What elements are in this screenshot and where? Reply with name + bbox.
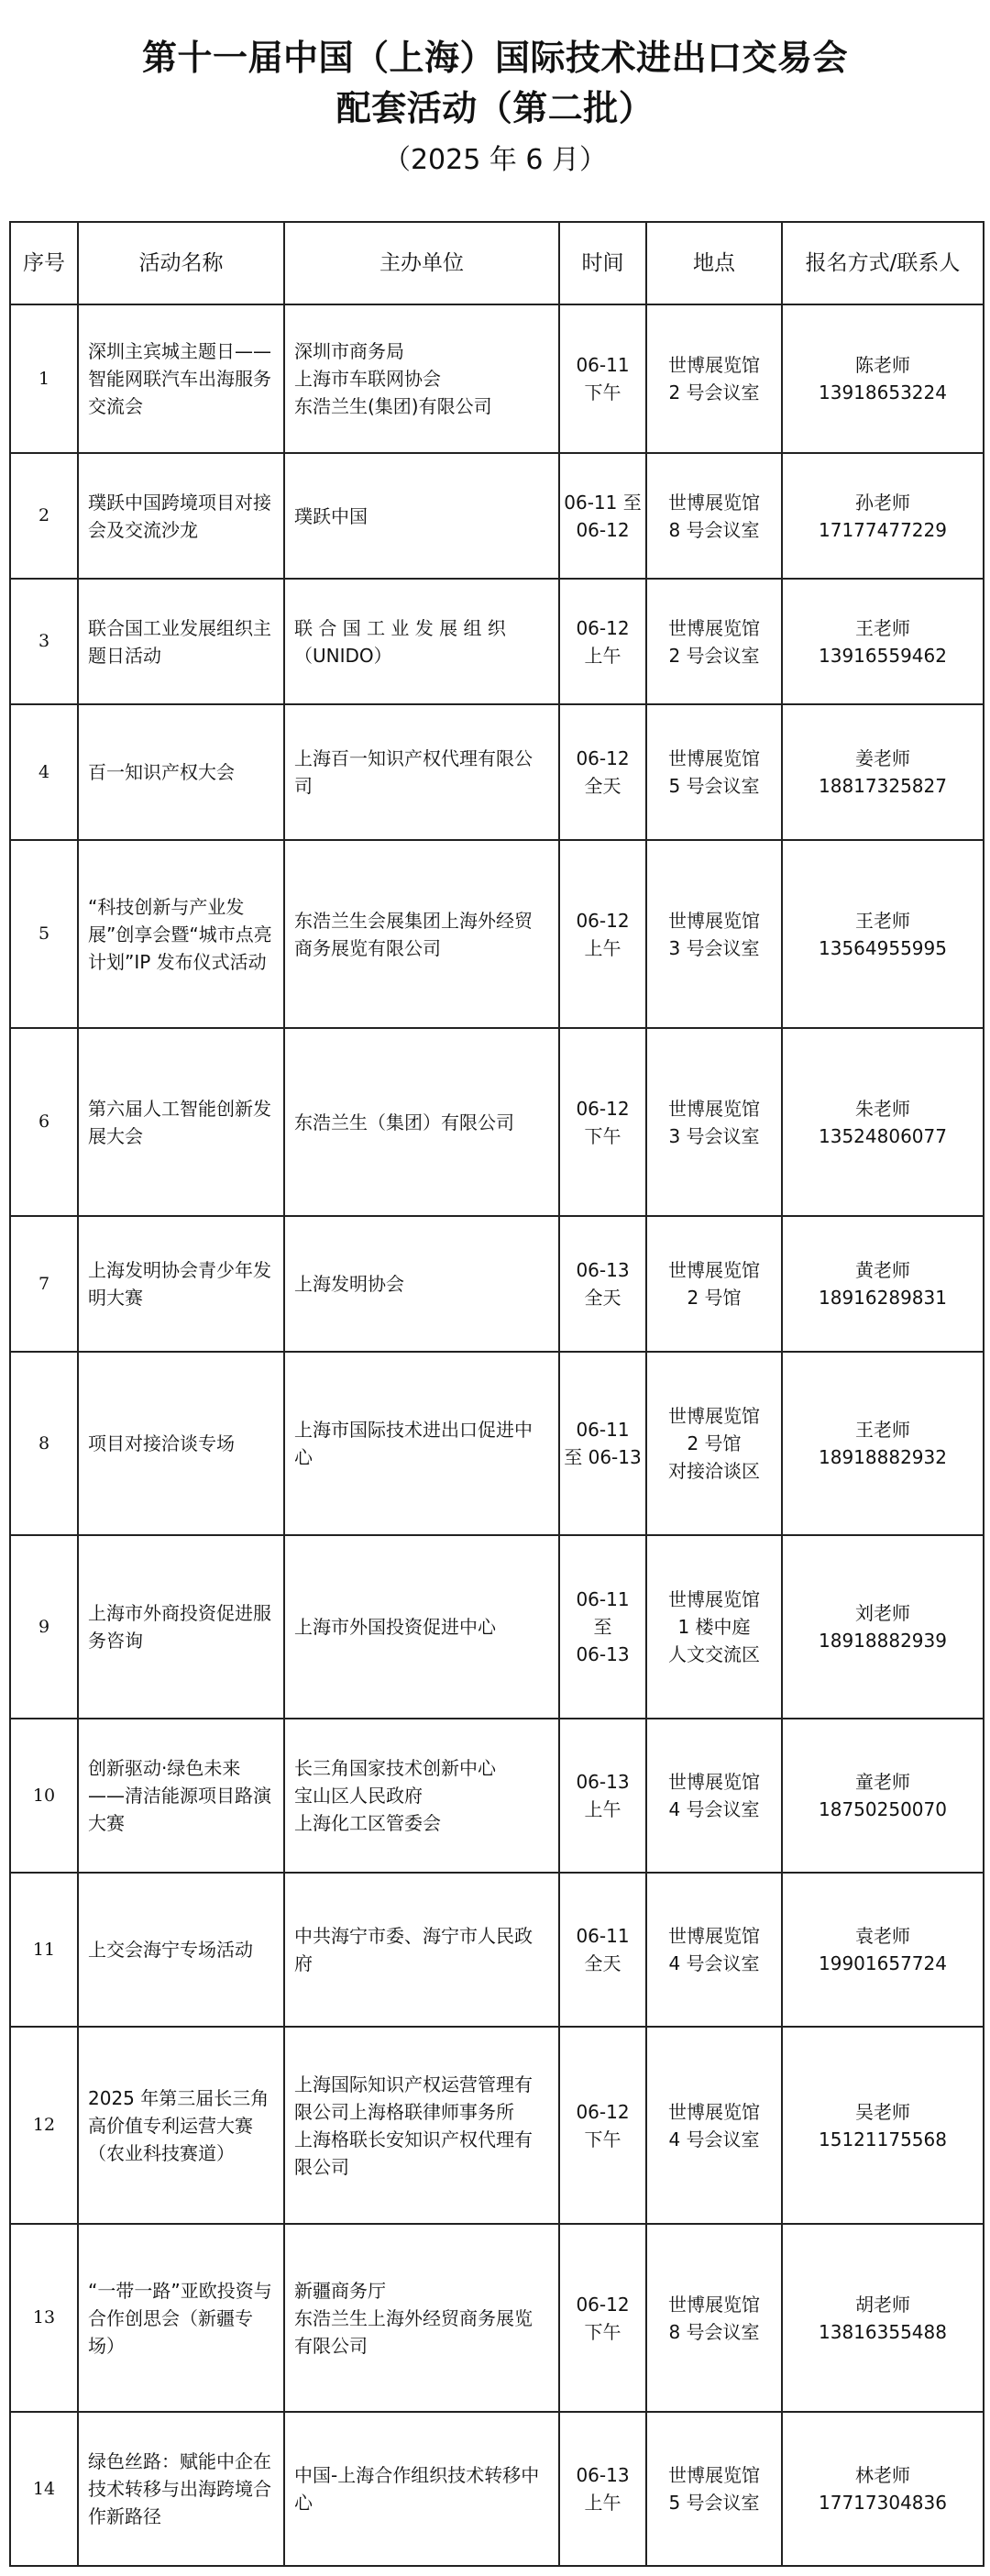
row-seq: 5: [10, 840, 78, 1028]
table-row: [10, 840, 984, 1028]
contact-phone: 18750250070: [819, 1798, 947, 1820]
row-organizer: [284, 2224, 559, 2412]
row-venue-line: 世博展览馆: [668, 1925, 760, 1947]
row-venue-line: 世博展览馆: [668, 491, 760, 514]
row-time-line: 下午: [584, 381, 622, 404]
document-header: [0, 33, 990, 180]
row-organizer-line: 中共海宁市委、海宁市人民政府: [294, 1925, 533, 1974]
row-time: [559, 453, 646, 579]
row-venue-line: 世博展览馆: [668, 1259, 760, 1281]
row-time-line: 06-12: [576, 2100, 630, 2123]
table-row: [10, 2224, 984, 2412]
header-contact: 报名方式/联系人: [782, 222, 984, 304]
row-organizer-line: 东浩兰生会展集团上海外经贸商务展览有限公司: [294, 909, 533, 959]
row-activity-name: 绿色丝路：赋能中企在技术转移与出海跨境合作新路径: [78, 2412, 284, 2566]
row-time-line: 06-12: [576, 616, 630, 639]
row-time-line: 06-12: [576, 518, 630, 541]
row-organizer-line: 上海格联长安知识产权代理有限公司: [294, 2128, 533, 2178]
row-activity-name: “一带一路”亚欧投资与合作创思会（新疆专场）: [78, 2224, 284, 2412]
row-seq: 6: [10, 1028, 78, 1216]
row-organizer-line: 璞跃中国: [294, 504, 368, 527]
row-venue-line: 世博展览馆: [668, 2293, 760, 2316]
row-venue-line: 4 号会议室: [668, 2128, 760, 2150]
contact-phone: 18918882939: [819, 1630, 947, 1652]
contact-phone: 19901657724: [819, 1952, 947, 1974]
row-time-line: 下午: [584, 2320, 622, 2343]
row-seq: 10: [10, 1719, 78, 1873]
row-activity-name: 璞跃中国跨境项目对接会及交流沙龙: [78, 453, 284, 579]
row-venue-line: 世博展览馆: [668, 2100, 760, 2123]
row-time-line: 06-11: [576, 1419, 630, 1441]
row-time-line: 全天: [584, 1287, 622, 1309]
row-organizer-line: 宝山区人民政府: [294, 1785, 423, 1807]
row-time-line: 全天: [584, 1952, 622, 1974]
table-row: [10, 1028, 984, 1216]
row-venue-line: 世博展览馆: [668, 1097, 760, 1120]
row-contact: [782, 1352, 984, 1535]
table-row: [10, 2027, 984, 2224]
header-time: 时间: [559, 222, 646, 304]
contact-phone: 18817325827: [819, 775, 947, 797]
row-organizer-line: 上海市国际技术进出口促进中心: [294, 1419, 533, 1468]
row-seq: 1: [10, 304, 78, 453]
row-activity-name: “科技创新与产业发展”创享会暨“城市点亮计划”IP 发布仪式活动: [78, 840, 284, 1028]
row-venue: [646, 1352, 782, 1535]
row-venue-line: 人文交流区: [668, 1643, 760, 1665]
row-organizer-line: 中国-上海合作组织技术转移中心: [294, 2464, 540, 2514]
contact-phone: 13524806077: [819, 1124, 947, 1147]
row-time: [559, 704, 646, 840]
row-time-line: 上午: [584, 1798, 622, 1820]
row-time-line: 全天: [584, 775, 622, 797]
row-time-line: 06-13: [576, 1259, 630, 1281]
contact-phone: 15121175568: [819, 2128, 947, 2150]
row-organizer: [284, 2027, 559, 2224]
table-row: [10, 1873, 984, 2027]
row-venue-line: 对接洽谈区: [668, 1460, 760, 1482]
row-venue-line: 5 号会议室: [668, 2492, 760, 2514]
document-subtitle: （2025 年 6 月）: [382, 144, 608, 177]
row-activity-name: 2025 年第三届长三角高价值专利运营大赛（农业科技赛道）: [78, 2027, 284, 2224]
row-venue: [646, 304, 782, 453]
row-venue: [646, 1873, 782, 2027]
row-organizer: [284, 1535, 559, 1719]
row-time-line: 06-11: [576, 1925, 630, 1947]
row-venue-line: 世博展览馆: [668, 1771, 760, 1793]
contact-phone: 13916559462: [819, 644, 947, 667]
row-activity-name: 上海市外商投资促进服务咨询: [78, 1535, 284, 1719]
row-time: [559, 1352, 646, 1535]
table-row: [10, 1352, 984, 1535]
table-header-row: [10, 222, 984, 304]
row-time-line: 至 06-13: [564, 1446, 642, 1468]
row-time-line: 上午: [584, 2492, 622, 2514]
row-activity-name: 项目对接洽谈专场: [78, 1352, 284, 1535]
row-time-line: 上午: [584, 936, 622, 959]
row-contact: [782, 704, 984, 840]
row-venue: [646, 579, 782, 704]
row-organizer: [284, 1352, 559, 1535]
row-organizer-line: 新疆商务厅: [294, 2279, 386, 2302]
row-venue-line: 世博展览馆: [668, 909, 760, 932]
row-time-line: 下午: [584, 2128, 622, 2150]
row-time: [559, 2412, 646, 2566]
row-venue: [646, 1719, 782, 1873]
contact-phone: 17177477229: [819, 518, 947, 541]
row-seq: 11: [10, 1873, 78, 2027]
row-time-line: 06-12: [576, 2293, 630, 2316]
row-venue-line: 世博展览馆: [668, 1588, 760, 1610]
row-organizer-line: 上海国际知识产权运营管理有限公司上海格联律师事务所: [294, 2073, 533, 2123]
row-time: [559, 1873, 646, 2027]
header-seq: 序号: [10, 222, 78, 304]
document-title-line-2: 配套活动（第二批）: [336, 88, 654, 129]
row-contact: [782, 579, 984, 704]
row-activity-name: 上海发明协会青少年发明大赛: [78, 1216, 284, 1352]
row-venue-line: 世博展览馆: [668, 616, 760, 639]
contact-name: 陈老师: [855, 354, 910, 376]
row-organizer: [284, 1216, 559, 1352]
row-venue: [646, 2224, 782, 2412]
row-venue-line: 4 号会议室: [668, 1952, 760, 1974]
row-seq: 3: [10, 579, 78, 704]
row-venue-line: 2 号会议室: [668, 644, 760, 667]
contact-phone: 13564955995: [819, 936, 947, 959]
row-activity-name: 创新驱动·绿色未来——清洁能源项目路演大赛: [78, 1719, 284, 1873]
row-time: [559, 2224, 646, 2412]
row-organizer-line: 深圳市商务局: [294, 340, 404, 362]
row-time: [559, 579, 646, 704]
row-contact: [782, 2224, 984, 2412]
row-activity-name: 上交会海宁专场活动: [78, 1873, 284, 2027]
row-seq: 7: [10, 1216, 78, 1352]
row-time: [559, 1719, 646, 1873]
table-row: [10, 1216, 984, 1352]
contact-name: 王老师: [855, 616, 910, 639]
row-time-line: 06-11 至: [564, 491, 642, 514]
row-organizer-line: 上海化工区管委会: [294, 1812, 441, 1834]
row-venue: [646, 2412, 782, 2566]
row-time-line: 06-11: [576, 1588, 630, 1610]
row-seq: 8: [10, 1352, 78, 1535]
row-venue-line: 5 号会议室: [668, 775, 760, 797]
row-organizer-line: 上海市外国投资促进中心: [294, 1616, 496, 1638]
row-contact: [782, 453, 984, 579]
contact-name: 胡老师: [855, 2293, 910, 2316]
contact-name: 姜老师: [855, 747, 910, 769]
row-venue: [646, 2027, 782, 2224]
row-time-line: 06-11: [576, 354, 630, 376]
contact-name: 童老师: [855, 1771, 910, 1793]
row-organizer: [284, 1719, 559, 1873]
row-venue-line: 3 号会议室: [668, 936, 760, 959]
activity-schedule-table: [9, 221, 984, 2567]
table-body: [10, 304, 984, 2566]
row-seq: 2: [10, 453, 78, 579]
contact-name: 孙老师: [855, 491, 910, 514]
contact-phone: 13816355488: [819, 2320, 947, 2343]
contact-name: 王老师: [855, 1419, 910, 1441]
row-time-line: 至: [593, 1616, 612, 1638]
row-time: [559, 304, 646, 453]
row-contact: [782, 840, 984, 1028]
row-contact: [782, 1719, 984, 1873]
row-time: [559, 1216, 646, 1352]
row-seq: 14: [10, 2412, 78, 2566]
row-venue-line: 8 号会议室: [668, 2320, 760, 2343]
row-venue-line: 2 号馆: [687, 1287, 742, 1309]
row-organizer: [284, 453, 559, 579]
contact-phone: 18916289831: [819, 1287, 947, 1309]
row-contact: [782, 1028, 984, 1216]
row-time-line: 06-12: [576, 747, 630, 769]
row-activity-name: 第六届人工智能创新发展大会: [78, 1028, 284, 1216]
contact-name: 林老师: [855, 2464, 910, 2486]
row-venue-line: 世博展览馆: [668, 1405, 760, 1427]
row-venue: [646, 1028, 782, 1216]
row-seq: 13: [10, 2224, 78, 2412]
row-activity-name: 深圳主宾城主题日——智能网联汽车出海服务交流会: [78, 304, 284, 453]
row-contact: [782, 304, 984, 453]
row-time-line: 06-13: [576, 2464, 630, 2486]
row-organizer: [284, 1028, 559, 1216]
row-venue-line: 3 号会议室: [668, 1124, 760, 1147]
header-activity-name: 活动名称: [78, 222, 284, 304]
row-time: [559, 840, 646, 1028]
contact-phone: 18918882932: [819, 1446, 947, 1468]
row-venue-line: 世博展览馆: [668, 354, 760, 376]
table-row: [10, 304, 984, 453]
row-venue: [646, 1535, 782, 1719]
table-row: [10, 453, 984, 579]
row-time: [559, 1028, 646, 1216]
row-time-line: 06-13: [576, 1771, 630, 1793]
row-contact: [782, 2412, 984, 2566]
row-time: [559, 2027, 646, 2224]
row-organizer-line: 东浩兰生（集团）有限公司: [294, 1111, 514, 1133]
row-time-line: 06-12: [576, 1097, 630, 1120]
row-contact: [782, 1216, 984, 1352]
row-organizer: [284, 579, 559, 704]
row-time: [559, 1535, 646, 1719]
row-time-line: 上午: [584, 644, 622, 667]
row-organizer-line: 上海市车联网协会: [294, 368, 441, 390]
row-venue-line: 2 号会议室: [668, 381, 760, 404]
row-seq: 12: [10, 2027, 78, 2224]
row-organizer: [284, 1873, 559, 2027]
row-contact: [782, 2027, 984, 2224]
row-time-line: 06-12: [576, 909, 630, 932]
row-venue-line: 4 号会议室: [668, 1798, 760, 1820]
row-organizer-line: 上海百一知识产权代理有限公司: [294, 747, 533, 797]
row-venue: [646, 1216, 782, 1352]
contact-name: 黄老师: [855, 1259, 910, 1281]
row-time-line: 06-13: [576, 1643, 630, 1665]
row-activity-name: 百一知识产权大会: [78, 704, 284, 840]
row-venue: [646, 453, 782, 579]
row-organizer: [284, 304, 559, 453]
row-organizer: [284, 704, 559, 840]
row-venue-line: 世博展览馆: [668, 2464, 760, 2486]
header-organizer: 主办单位: [284, 222, 559, 304]
table-row: [10, 1719, 984, 1873]
row-organizer-line: 东浩兰生上海外经贸商务展览有限公司: [294, 2306, 533, 2357]
header-venue: 地点: [646, 222, 782, 304]
row-activity-name: 联合国工业发展组织主题日活动: [78, 579, 284, 704]
row-venue-line: 8 号会议室: [668, 518, 760, 541]
contact-name: 王老师: [855, 909, 910, 932]
row-venue-line: 世博展览馆: [668, 747, 760, 769]
row-venue-line: 1 楼中庭: [677, 1616, 751, 1638]
contact-phone: 13918653224: [819, 381, 947, 404]
contact-phone: 17717304836: [819, 2492, 947, 2514]
row-organizer-line: 上海发明协会: [294, 1273, 404, 1295]
row-venue: [646, 704, 782, 840]
table-row: [10, 704, 984, 840]
table-row: [10, 1535, 984, 1719]
row-organizer-line: 联 合 国 工 业 发 展 组 织（UNIDO）: [294, 616, 506, 667]
row-contact: [782, 1873, 984, 2027]
row-venue: [646, 840, 782, 1028]
contact-name: 朱老师: [855, 1097, 910, 1120]
document-title-line-1: 第十一届中国（上海）国际技术进出口交易会: [141, 38, 848, 78]
contact-name: 袁老师: [855, 1925, 910, 1947]
row-venue-line: 2 号馆: [687, 1432, 742, 1454]
contact-name: 吴老师: [855, 2100, 910, 2123]
table-row: [10, 2412, 984, 2566]
table-row: [10, 579, 984, 704]
row-organizer-line: 东浩兰生(集团)有限公司: [294, 395, 492, 417]
row-organizer: [284, 2412, 559, 2566]
row-seq: 4: [10, 704, 78, 840]
row-contact: [782, 1535, 984, 1719]
row-organizer-line: 长三角国家技术创新中心: [294, 1757, 496, 1779]
row-time-line: 下午: [584, 1124, 622, 1147]
contact-name: 刘老师: [855, 1602, 910, 1624]
row-organizer: [284, 840, 559, 1028]
row-seq: 9: [10, 1535, 78, 1719]
